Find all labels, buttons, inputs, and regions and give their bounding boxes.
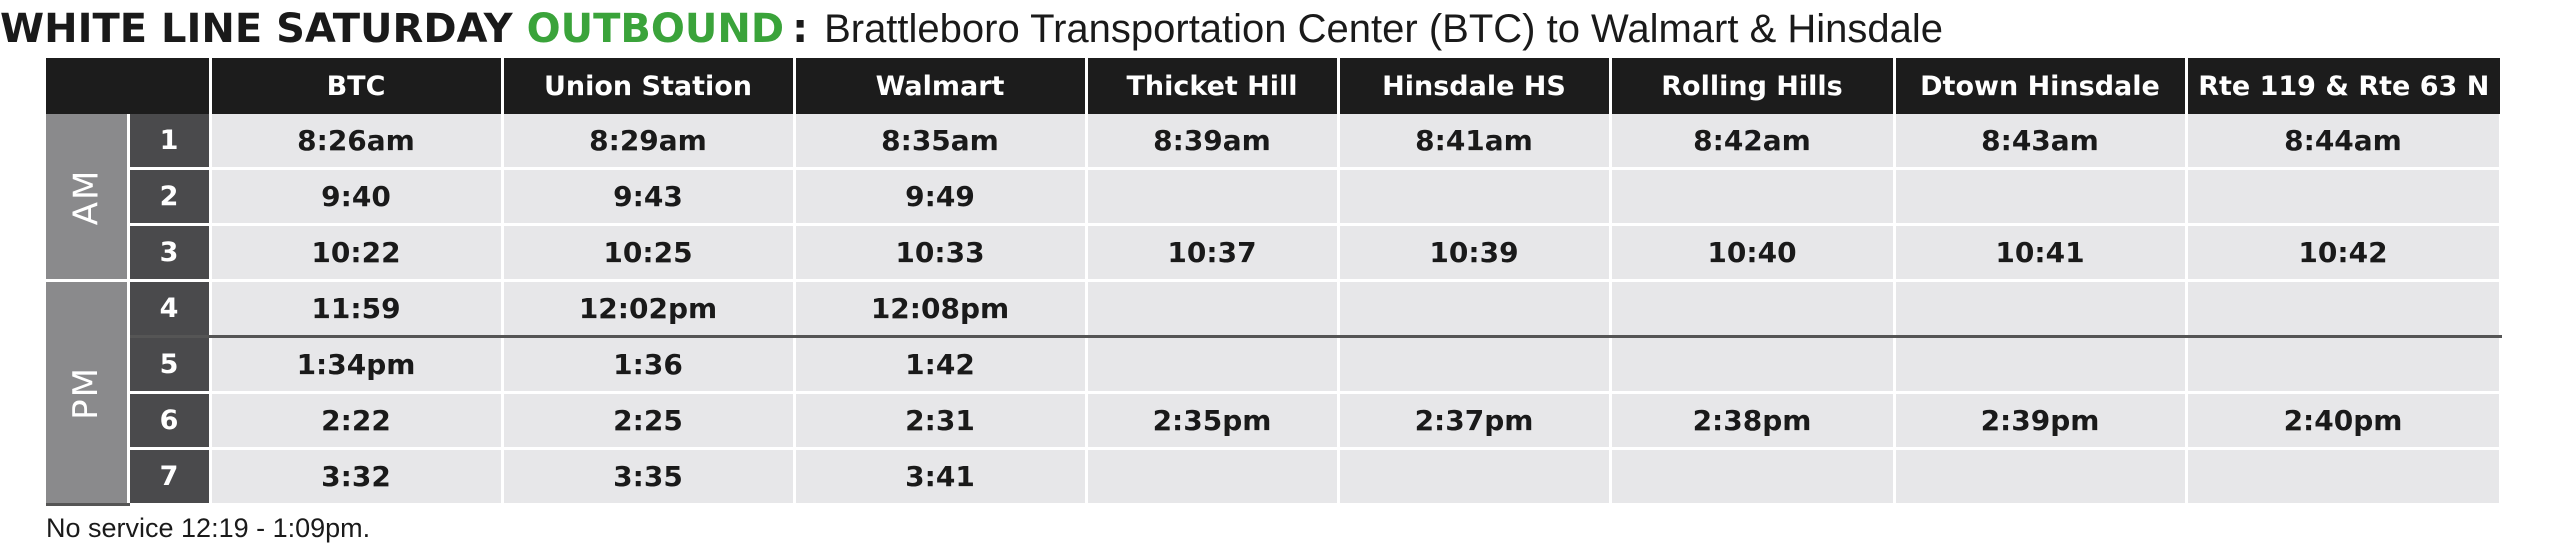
time-cell: 10:22 <box>210 225 502 281</box>
time-cell: 10:25 <box>502 225 794 281</box>
period-label: AM <box>66 168 107 225</box>
time-cell: 12:08pm <box>794 281 1086 337</box>
time-cell <box>1338 337 1610 393</box>
time-cell: 2:35pm <box>1086 393 1338 449</box>
time-cell: 10:40 <box>1610 225 1894 281</box>
time-cell: 8:44am <box>2186 114 2500 169</box>
time-cell: 1:42 <box>794 337 1086 393</box>
time-cell <box>1894 281 2186 337</box>
time-cell <box>1086 169 1338 225</box>
time-cell: 10:33 <box>794 225 1086 281</box>
trip-number: 7 <box>128 449 210 505</box>
trip-number: 2 <box>128 169 210 225</box>
time-cell <box>1610 449 1894 505</box>
time-cell: 2:25 <box>502 393 794 449</box>
time-cell <box>2186 169 2500 225</box>
time-cell <box>1610 281 1894 337</box>
time-cell <box>1894 337 2186 393</box>
time-cell: 8:41am <box>1338 114 1610 169</box>
time-cell: 8:43am <box>1894 114 2186 169</box>
time-cell: 11:59 <box>210 281 502 337</box>
time-cell: 2:22 <box>210 393 502 449</box>
time-cell <box>1338 281 1610 337</box>
header-row <box>46 58 2500 114</box>
stop-header: Dtown Hinsdale <box>1894 58 2186 114</box>
trip-row <box>46 337 2500 393</box>
period-am <box>46 114 128 281</box>
trip-row <box>46 169 2500 225</box>
direction-label: OUTBOUND <box>526 6 785 52</box>
time-cell: 10:41 <box>1894 225 2186 281</box>
time-cell: 8:26am <box>210 114 502 169</box>
time-cell: 3:32 <box>210 449 502 505</box>
time-cell: 2:38pm <box>1610 393 1894 449</box>
time-cell: 2:31 <box>794 393 1086 449</box>
trip-number: 3 <box>128 225 210 281</box>
time-cell <box>1610 337 1894 393</box>
trip-number: 4 <box>128 281 210 337</box>
time-cell <box>1338 449 1610 505</box>
trip-row <box>46 114 2500 169</box>
stop-header: Walmart <box>794 58 1086 114</box>
time-cell <box>2186 337 2500 393</box>
time-cell: 3:41 <box>794 449 1086 505</box>
time-cell: 1:34pm <box>210 337 502 393</box>
time-cell: 2:37pm <box>1338 393 1610 449</box>
stop-header: Rolling Hills <box>1610 58 1894 114</box>
stop-header: Hinsdale HS <box>1338 58 1610 114</box>
service-footnote: No service 12:19 - 1:09pm. <box>46 513 371 543</box>
time-cell: 8:39am <box>1086 114 1338 169</box>
time-cell: 2:39pm <box>1894 393 2186 449</box>
time-cell: 2:40pm <box>2186 393 2500 449</box>
time-cell: 12:02pm <box>502 281 794 337</box>
time-cell: 9:40 <box>210 169 502 225</box>
time-cell <box>1086 281 1338 337</box>
time-cell <box>1338 169 1610 225</box>
stop-header: Union Station <box>502 58 794 114</box>
time-cell: 8:29am <box>502 114 794 169</box>
time-cell: 9:43 <box>502 169 794 225</box>
trip-number: 5 <box>128 337 210 393</box>
trip-row <box>46 225 2500 281</box>
trip-number: 1 <box>128 114 210 169</box>
schedule-table-wrapper <box>46 58 2498 506</box>
time-cell <box>1894 449 2186 505</box>
time-cell: 3:35 <box>502 449 794 505</box>
trip-row <box>46 449 2500 505</box>
time-cell <box>2186 281 2500 337</box>
time-cell: 10:39 <box>1338 225 1610 281</box>
time-cell <box>1894 169 2186 225</box>
route-description: Brattleboro Transportation Center (BTC) to Walmart & Hinsdale <box>824 6 1944 51</box>
schedule-title <box>0 0 2560 58</box>
trip-row <box>46 393 2500 449</box>
schedule-table <box>46 58 2502 506</box>
route-name: WHITE LINE SATURDAY <box>0 6 513 52</box>
period-label: PM <box>66 365 107 420</box>
stop-header: Rte 119 & Rte 63 N <box>2186 58 2500 114</box>
stop-header: Thicket Hill <box>1086 58 1338 114</box>
title-separator: : <box>792 6 809 52</box>
time-cell: 10:37 <box>1086 225 1338 281</box>
time-cell <box>1610 169 1894 225</box>
time-cell: 8:35am <box>794 114 1086 169</box>
trip-row <box>46 281 2500 337</box>
stop-header: BTC <box>210 58 502 114</box>
time-cell: 8:42am <box>1610 114 1894 169</box>
time-cell: 1:36 <box>502 337 794 393</box>
header-corner <box>46 58 210 114</box>
time-cell <box>1086 337 1338 393</box>
time-cell <box>1086 449 1338 505</box>
time-cell: 9:49 <box>794 169 1086 225</box>
time-cell: 10:42 <box>2186 225 2500 281</box>
time-cell <box>2186 449 2500 505</box>
trip-number: 6 <box>128 393 210 449</box>
period-pm <box>46 281 128 505</box>
